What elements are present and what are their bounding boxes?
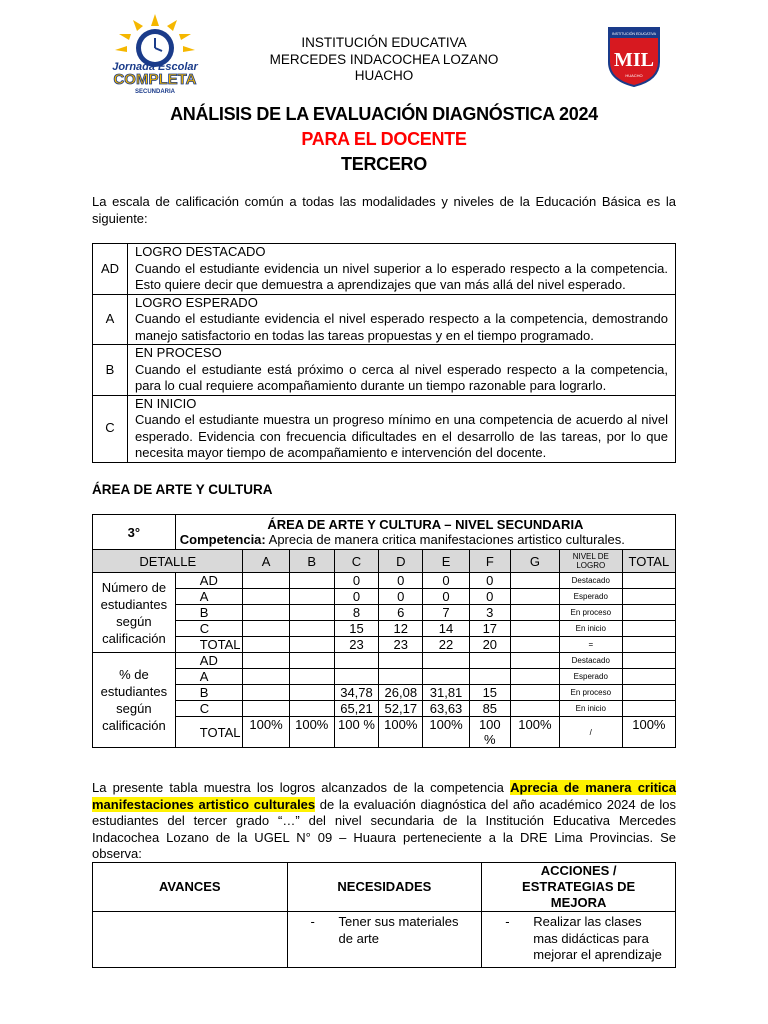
table-row [93, 573, 676, 589]
logro-cell: Destacado [559, 573, 622, 589]
value-cell [289, 653, 334, 669]
summary-text: de la evaluación diagnóstica del año académico 2024 de los estudiantes del tercer grado “…” del nivel secundaria de la Institución Educativa Mercedes Indacochea Lozano de la UGEL N° 09 – Huaura perteneciente a la DRE Lima Provincias. Se observa: [92, 796, 676, 861]
header-necesidades: NECESIDADES [287, 863, 482, 912]
table-title-row [93, 515, 676, 550]
total-cell [622, 685, 675, 701]
table-row [93, 717, 676, 748]
value-cell [469, 669, 510, 685]
column-header: TOTAL [622, 550, 675, 573]
summary-text: La presente tabla muestra los logros alcanzados de la competencia [92, 780, 511, 795]
value-cell [334, 653, 378, 669]
acciones-text: Realizar las clases mas didácticas para mejorar el aprendizaje [533, 914, 662, 962]
logro-cell: / [559, 717, 622, 748]
area-title: ÁREA DE ARTE Y CULTURA – NIVEL SECUNDARIA [267, 517, 584, 532]
level-cell: C [175, 701, 243, 717]
results-table [92, 514, 676, 748]
column-header: NIVEL DE LOGRO [559, 550, 622, 573]
header-acciones: ACCIONES / ESTRATEGIAS DE MEJORA [482, 863, 676, 912]
value-cell: 15 [334, 621, 378, 637]
strategies-header-row [93, 863, 676, 912]
page-title: ANÁLISIS DE LA EVALUACIÓN DIAGNÓSTICA 2024 [170, 104, 598, 124]
scale-text: Cuando el estudiante evidencia el nivel esperado respecto a la competencia, demostrando manejo satisfactorio en todas las tareas propuestas y en el tiempo programado. [135, 311, 668, 343]
scale-text: Cuando el estudiante está próximo o cerca al nivel esperado respecto a la competencia, para lo cual requiere acompañamiento durante un tiempo razonable para lograrlo. [135, 361, 668, 393]
crest-foot: HUACHO [625, 73, 643, 78]
bullet-dash: - [505, 914, 510, 929]
column-header-row [93, 550, 676, 573]
grading-scale-table [92, 243, 676, 463]
value-cell: 100% [511, 717, 560, 748]
crest-text: INSTITUCIÓN EDUCATIVA [612, 32, 656, 36]
crest-initials: MIL [614, 49, 654, 71]
value-cell: 0 [379, 573, 423, 589]
value-cell [511, 589, 560, 605]
logro-cell: En proceso [559, 605, 622, 621]
value-cell: 7 [423, 605, 469, 621]
value-cell [243, 701, 289, 717]
total-cell [622, 589, 675, 605]
institution-block [200, 35, 568, 85]
competencia-line [180, 532, 671, 547]
value-cell [334, 669, 378, 685]
value-cell: 34,78 [334, 685, 378, 701]
value-cell: 3 [469, 605, 510, 621]
scale-description [128, 345, 676, 396]
scale-code: C [93, 395, 128, 462]
value-cell [511, 653, 560, 669]
value-cell: 0 [334, 573, 378, 589]
logro-cell: Esperado [559, 669, 622, 685]
column-header: B [289, 550, 334, 573]
scale-name: EN INICIO [135, 395, 197, 411]
table-row [93, 669, 676, 685]
value-cell [511, 573, 560, 589]
value-cell [289, 637, 334, 653]
logo-line3: SECUNDARIA [134, 89, 176, 95]
value-cell [289, 605, 334, 621]
necesidades-cell [287, 912, 482, 968]
value-cell: 15 [469, 685, 510, 701]
value-cell: 0 [469, 573, 510, 589]
strategies-row [93, 912, 676, 968]
column-header: D [379, 550, 423, 573]
value-cell: 63,63 [423, 701, 469, 717]
value-cell [511, 605, 560, 621]
value-cell: 6 [379, 605, 423, 621]
value-cell [511, 621, 560, 637]
scale-name: LOGRO DESTACADO [135, 244, 266, 259]
value-cell: 100% [289, 717, 334, 748]
value-cell: 100% [243, 717, 289, 748]
section-heading: ÁREA DE ARTE Y CULTURA [92, 482, 273, 497]
scale-description [128, 294, 676, 345]
summary-paragraph [92, 780, 676, 863]
level-cell: TOTAL [175, 717, 243, 748]
value-cell [243, 589, 289, 605]
value-cell [243, 637, 289, 653]
scale-row [93, 244, 676, 295]
logro-cell: Esperado [559, 589, 622, 605]
total-cell [622, 605, 675, 621]
value-cell [243, 653, 289, 669]
intro-paragraph: La escala de calificación común a todas las modalidades y niveles de la Educación Básica es la siguiente: [92, 194, 676, 226]
value-cell: 52,17 [379, 701, 423, 717]
value-cell: 0 [334, 589, 378, 605]
value-cell: 100% [423, 717, 469, 748]
value-cell [289, 573, 334, 589]
table-row [93, 685, 676, 701]
scale-text: Cuando el estudiante muestra un progreso mínimo en una competencia de acuerdo al nivel esperado. Evidencia con frecuencia dificultades en el desarrollo de las tareas, por lo que necesita mayor tiempo de acompañamiento e intervención del docente. [135, 412, 668, 460]
header-avances: AVANCES [93, 863, 288, 912]
logro-cell: En inicio [559, 621, 622, 637]
grade-cell: 3° [93, 515, 176, 550]
jornada-escolar-logo [95, 12, 215, 97]
value-cell [379, 669, 423, 685]
value-cell: 12 [379, 621, 423, 637]
value-cell [243, 605, 289, 621]
scale-description [128, 244, 676, 295]
value-cell [289, 685, 334, 701]
table-row [93, 637, 676, 653]
value-cell [511, 701, 560, 717]
avances-cell [93, 912, 288, 968]
acciones-cell [482, 912, 676, 968]
summary-highlight: Aprecia de manera critica manifestaciones artistico culturales [92, 780, 677, 812]
value-cell: 31,81 [423, 685, 469, 701]
scale-row [93, 294, 676, 345]
level-cell: A [175, 669, 243, 685]
scale-description [128, 395, 676, 462]
scale-row [93, 345, 676, 396]
table-row [93, 621, 676, 637]
value-cell: 23 [379, 637, 423, 653]
institution-line: HUACHO [354, 68, 414, 83]
grade-title: TERCERO [341, 154, 427, 174]
value-cell: 0 [469, 589, 510, 605]
value-cell [379, 653, 423, 669]
value-cell: 85 [469, 701, 510, 717]
level-cell: A [175, 589, 243, 605]
value-cell [423, 653, 469, 669]
value-cell: 23 [334, 637, 378, 653]
total-cell [622, 653, 675, 669]
row-group-label: % de estudiantes según calificación [93, 653, 176, 748]
value-cell [243, 669, 289, 685]
total-cell [622, 621, 675, 637]
column-header: G [511, 550, 560, 573]
row-group-label: Número de estudiantes según calificación [93, 573, 176, 653]
value-cell: 100 % [469, 717, 510, 748]
logro-cell: Destacado [559, 653, 622, 669]
value-cell: 26,08 [379, 685, 423, 701]
value-cell [511, 637, 560, 653]
strategies-table [92, 862, 676, 968]
logro-cell: = [559, 637, 622, 653]
value-cell: 0 [423, 589, 469, 605]
value-cell: 17 [469, 621, 510, 637]
level-cell: AD [175, 573, 243, 589]
level-cell: C [175, 621, 243, 637]
area-header-cell [175, 515, 675, 550]
total-cell [622, 637, 675, 653]
value-cell: 14 [423, 621, 469, 637]
logo-line2: COMPLETA [113, 71, 197, 88]
value-cell [511, 685, 560, 701]
column-header: E [423, 550, 469, 573]
table-row [93, 589, 676, 605]
value-cell [289, 621, 334, 637]
table-row [93, 701, 676, 717]
value-cell [243, 685, 289, 701]
logro-cell: En inicio [559, 701, 622, 717]
institution-line: INSTITUCIÓN EDUCATIVA [301, 35, 467, 50]
value-cell [289, 669, 334, 685]
column-header: C [334, 550, 378, 573]
scale-text: Cuando el estudiante evidencia un nivel superior a lo esperado respecto a la competencia. Esto quiere decir que demuestra a aprendizajes que van más allá del nivel esperado. [135, 260, 668, 292]
level-cell: B [175, 605, 243, 621]
value-cell: 20 [469, 637, 510, 653]
value-cell: 100% [379, 717, 423, 748]
value-cell [243, 621, 289, 637]
value-cell: 8 [334, 605, 378, 621]
scale-name: LOGRO ESPERADO [135, 294, 258, 310]
scale-code: B [93, 345, 128, 396]
total-cell [622, 573, 675, 589]
total-cell [622, 701, 675, 717]
scale-name: EN PROCESO [135, 345, 222, 360]
logo-line1: Jornada Escolar [112, 61, 198, 73]
bullet-dash: - [310, 914, 315, 929]
column-header: F [469, 550, 510, 573]
column-header: DETALLE [93, 550, 243, 573]
column-header: A [243, 550, 289, 573]
scale-code: A [93, 294, 128, 345]
value-cell [243, 573, 289, 589]
page-subtitle: PARA EL DOCENTE [301, 129, 467, 149]
value-cell: 100 % [334, 717, 378, 748]
total-cell: 100% [622, 717, 675, 748]
value-cell [511, 669, 560, 685]
scale-code: AD [93, 244, 128, 295]
value-cell [289, 701, 334, 717]
value-cell: 22 [423, 637, 469, 653]
value-cell: 0 [423, 573, 469, 589]
table-row [93, 653, 676, 669]
necesidades-text: Tener sus materiales de arte [338, 914, 459, 946]
table-row [93, 605, 676, 621]
logro-cell: En proceso [559, 685, 622, 701]
competencia-text: Aprecia de manera critica manifestaciones artistico culturales. [268, 532, 625, 547]
school-crest-logo [605, 24, 663, 88]
value-cell: 65,21 [334, 701, 378, 717]
level-cell: B [175, 685, 243, 701]
value-cell: 0 [379, 589, 423, 605]
institution-line: MERCEDES INDACOCHEA LOZANO [269, 51, 499, 67]
value-cell [423, 669, 469, 685]
value-cell [289, 589, 334, 605]
level-cell: AD [175, 653, 243, 669]
scale-row [93, 395, 676, 462]
level-cell: TOTAL [175, 637, 243, 653]
value-cell [469, 653, 510, 669]
competencia-label: Competencia: [179, 532, 266, 547]
total-cell [622, 669, 675, 685]
